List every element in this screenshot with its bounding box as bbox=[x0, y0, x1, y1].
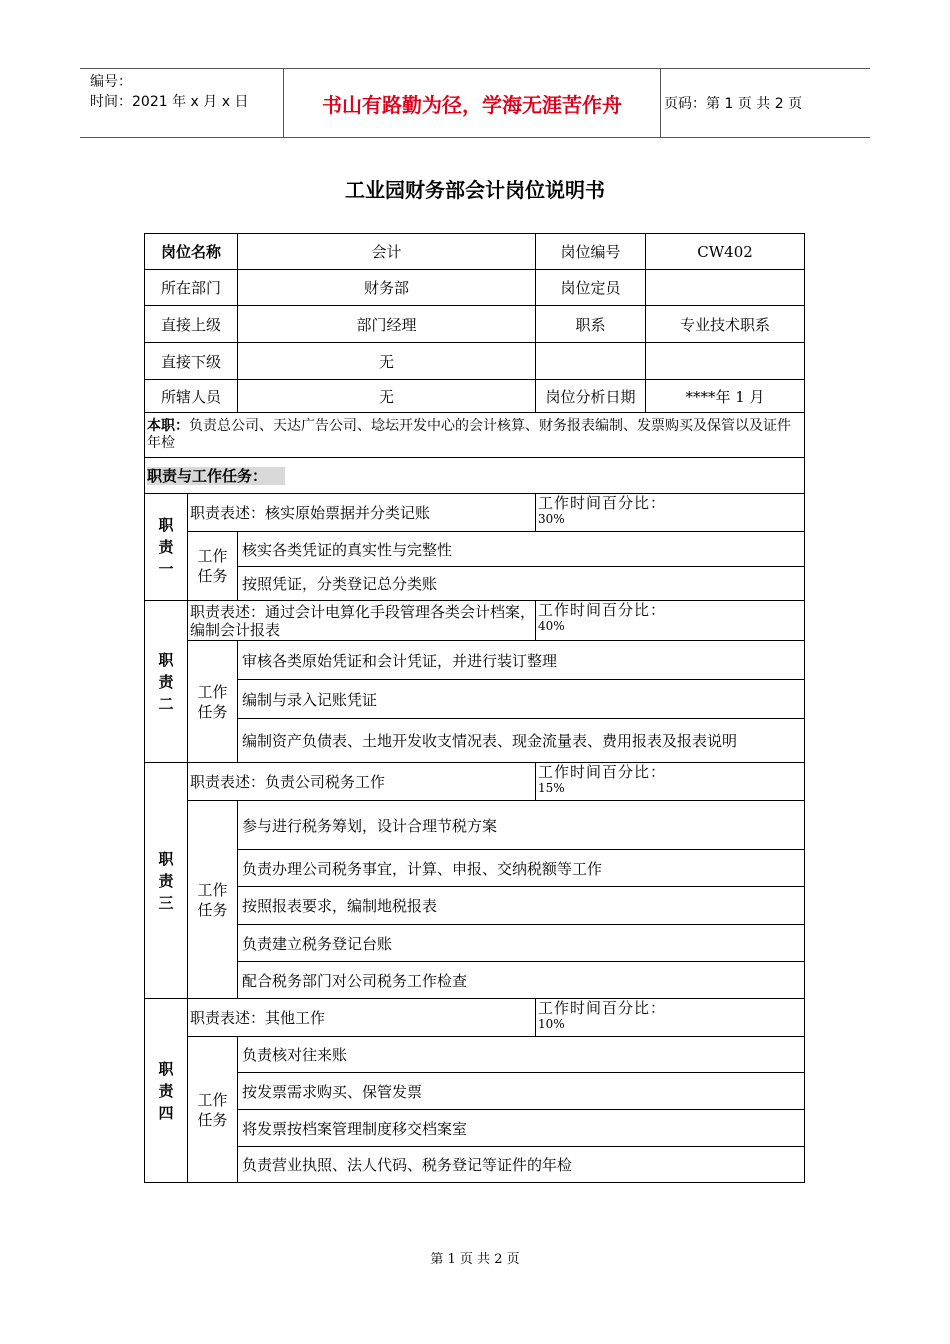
analysis-date-label: 岗位分析日期 bbox=[536, 380, 646, 413]
task-item: 负责办理公司税务事宜，计算、申报、交纳税额等工作 bbox=[238, 850, 805, 887]
duty-statement: 职责表述：负责公司税务工作 bbox=[188, 763, 536, 801]
task-item: 按照报表要求，编制地税报表 bbox=[238, 887, 805, 925]
task-row bbox=[145, 1037, 805, 1073]
header-number: 编号： bbox=[90, 74, 132, 90]
task-row bbox=[145, 1147, 805, 1183]
task-label-line: 工作 bbox=[197, 880, 228, 899]
info-row-5 bbox=[145, 380, 805, 413]
task-label bbox=[188, 532, 238, 601]
header-motto: 书山有路勤为径，学海无涯苦作舟 bbox=[283, 69, 661, 137]
duty-statement: 职责表述：核实原始票据并分类记账 bbox=[188, 494, 536, 532]
duty-time-percent bbox=[536, 999, 805, 1037]
task-row bbox=[145, 532, 805, 567]
task-item: 负责营业执照、法人代码、税务登记等证件的年检 bbox=[238, 1147, 805, 1183]
task-row bbox=[145, 801, 805, 850]
page-header bbox=[80, 68, 870, 138]
duty-name-char: 二 bbox=[158, 694, 174, 713]
subordinate-label: 直接下级 bbox=[145, 343, 238, 380]
duty-name-char: 一 bbox=[158, 560, 174, 578]
task-row bbox=[145, 925, 805, 962]
duty-name-char: 四 bbox=[158, 1103, 174, 1122]
duty-statement: 职责表述：通过会计电算化手段管理各类会计档案，编制会计报表 bbox=[188, 601, 536, 641]
info-row-4 bbox=[145, 343, 805, 380]
task-row bbox=[145, 850, 805, 887]
quota-label: 岗位定员 bbox=[536, 270, 646, 306]
task-label-line: 任务 bbox=[197, 702, 228, 721]
duty-name bbox=[145, 494, 188, 601]
document-title: 工业园财务部会计岗位说明书 bbox=[345, 178, 605, 202]
header-left bbox=[80, 69, 283, 137]
task-row bbox=[145, 1073, 805, 1110]
overview-label: 本职： bbox=[147, 418, 189, 434]
task-row bbox=[145, 567, 805, 601]
duty-statement-row bbox=[145, 494, 805, 532]
header-time: 时间：2021 年 x 月 x 日 bbox=[90, 94, 249, 110]
task-row bbox=[145, 719, 805, 763]
time-percent-value: 10% bbox=[538, 1017, 565, 1031]
task-item: 核实各类凭证的真实性与完整性 bbox=[238, 532, 805, 567]
duty-statement: 职责表述：其他工作 bbox=[188, 999, 536, 1037]
time-percent-label: 工作时间百分比： bbox=[538, 763, 667, 781]
task-item: 配合税务部门对公司税务工作检查 bbox=[238, 962, 805, 999]
duty-time-percent bbox=[536, 601, 805, 641]
duty-name bbox=[145, 763, 188, 999]
task-row bbox=[145, 962, 805, 999]
staff-label: 所辖人员 bbox=[145, 380, 238, 413]
task-label-line: 工作 bbox=[197, 547, 228, 565]
duties-heading-cell bbox=[145, 458, 805, 494]
duty-name bbox=[145, 999, 188, 1183]
page-footer: 第 1 页 共 2 页 bbox=[430, 1252, 520, 1267]
task-item: 将发票按档案管理制度移交档案室 bbox=[238, 1110, 805, 1147]
task-label-line: 任务 bbox=[197, 900, 228, 919]
duty-name-char: 职 bbox=[158, 1059, 174, 1078]
duty-statement-row bbox=[145, 601, 805, 641]
series-value: 专业技术职系 bbox=[646, 306, 805, 343]
header-page-code: 页码：第 1 页 共 2 页 bbox=[664, 96, 803, 112]
duty-name-char: 职 bbox=[158, 650, 174, 669]
time-percent-label: 工作时间百分比： bbox=[538, 999, 667, 1017]
duties-heading: 职责与工作任务： bbox=[147, 467, 285, 485]
task-item: 参与进行税务筹划，设计合理节税方案 bbox=[238, 801, 805, 850]
task-label bbox=[188, 1037, 238, 1183]
task-row bbox=[145, 1110, 805, 1147]
task-label bbox=[188, 801, 238, 999]
duty-statement-row bbox=[145, 999, 805, 1037]
dept-value: 财务部 bbox=[238, 270, 536, 306]
time-percent-label: 工作时间百分比： bbox=[538, 601, 667, 619]
overview-text: 负责总公司、天达广告公司、埝坛开发中心的会计核算、财务报表编制、发票购买及保管以及证件年检 bbox=[147, 418, 791, 451]
dept-label: 所在部门 bbox=[145, 270, 238, 306]
task-item: 编制与录入记账凭证 bbox=[238, 680, 805, 719]
quota-value bbox=[646, 270, 805, 306]
superior-value: 部门经理 bbox=[238, 306, 536, 343]
post-no-label: 岗位编号 bbox=[536, 234, 646, 270]
duty-time-percent bbox=[536, 494, 805, 532]
duty-name-char: 责 bbox=[158, 1081, 174, 1100]
empty-cell bbox=[646, 343, 805, 380]
info-row-2 bbox=[145, 270, 805, 306]
time-percent-value: 30% bbox=[538, 512, 565, 526]
staff-value: 无 bbox=[238, 380, 536, 413]
info-row-3 bbox=[145, 306, 805, 343]
empty-cell bbox=[536, 343, 646, 380]
task-row bbox=[145, 641, 805, 680]
task-label-line: 任务 bbox=[197, 567, 228, 585]
duty-statement-row bbox=[145, 763, 805, 801]
post-no-value: CW402 bbox=[646, 234, 805, 270]
duty-time-percent bbox=[536, 763, 805, 801]
task-row bbox=[145, 887, 805, 925]
task-item: 审核各类原始凭证和会计凭证，并进行装订整理 bbox=[238, 641, 805, 680]
task-label-line: 工作 bbox=[197, 682, 228, 701]
task-item: 负责核对往来账 bbox=[238, 1037, 805, 1073]
task-item: 编制资产负债表、土地开发收支情况表、现金流量表、费用报表及报表说明 bbox=[238, 719, 805, 763]
duty-name-char: 职 bbox=[158, 516, 174, 534]
duty-name-char: 职 bbox=[158, 849, 174, 868]
task-item: 按照凭证，分类登记总分类账 bbox=[238, 567, 805, 601]
duty-name-char: 责 bbox=[158, 672, 174, 691]
superior-label: 直接上级 bbox=[145, 306, 238, 343]
time-percent-value: 40% bbox=[538, 619, 565, 633]
task-item: 按发票需求购买、保管发票 bbox=[238, 1073, 805, 1110]
task-item: 负责建立税务登记台账 bbox=[238, 925, 805, 962]
post-name-value: 会计 bbox=[238, 234, 536, 270]
duties-heading-row bbox=[145, 458, 805, 494]
job-description-table bbox=[144, 233, 805, 1183]
duty-name-char: 责 bbox=[158, 538, 174, 556]
task-label-line: 任务 bbox=[197, 1110, 228, 1129]
duty-name-char: 三 bbox=[158, 893, 174, 912]
task-label-line: 工作 bbox=[197, 1090, 228, 1109]
duty-name-char: 责 bbox=[158, 871, 174, 890]
time-percent-label: 工作时间百分比： bbox=[538, 494, 667, 512]
duty-name bbox=[145, 601, 188, 763]
overview-cell bbox=[145, 413, 805, 458]
overview-row bbox=[145, 413, 805, 458]
series-label: 职系 bbox=[536, 306, 646, 343]
time-percent-value: 15% bbox=[538, 781, 565, 795]
info-row-1 bbox=[145, 234, 805, 270]
subordinate-value: 无 bbox=[238, 343, 536, 380]
task-label bbox=[188, 641, 238, 763]
post-name-label: 岗位名称 bbox=[145, 234, 238, 270]
analysis-date-value: ****年 1 月 bbox=[646, 380, 805, 413]
task-row bbox=[145, 680, 805, 719]
